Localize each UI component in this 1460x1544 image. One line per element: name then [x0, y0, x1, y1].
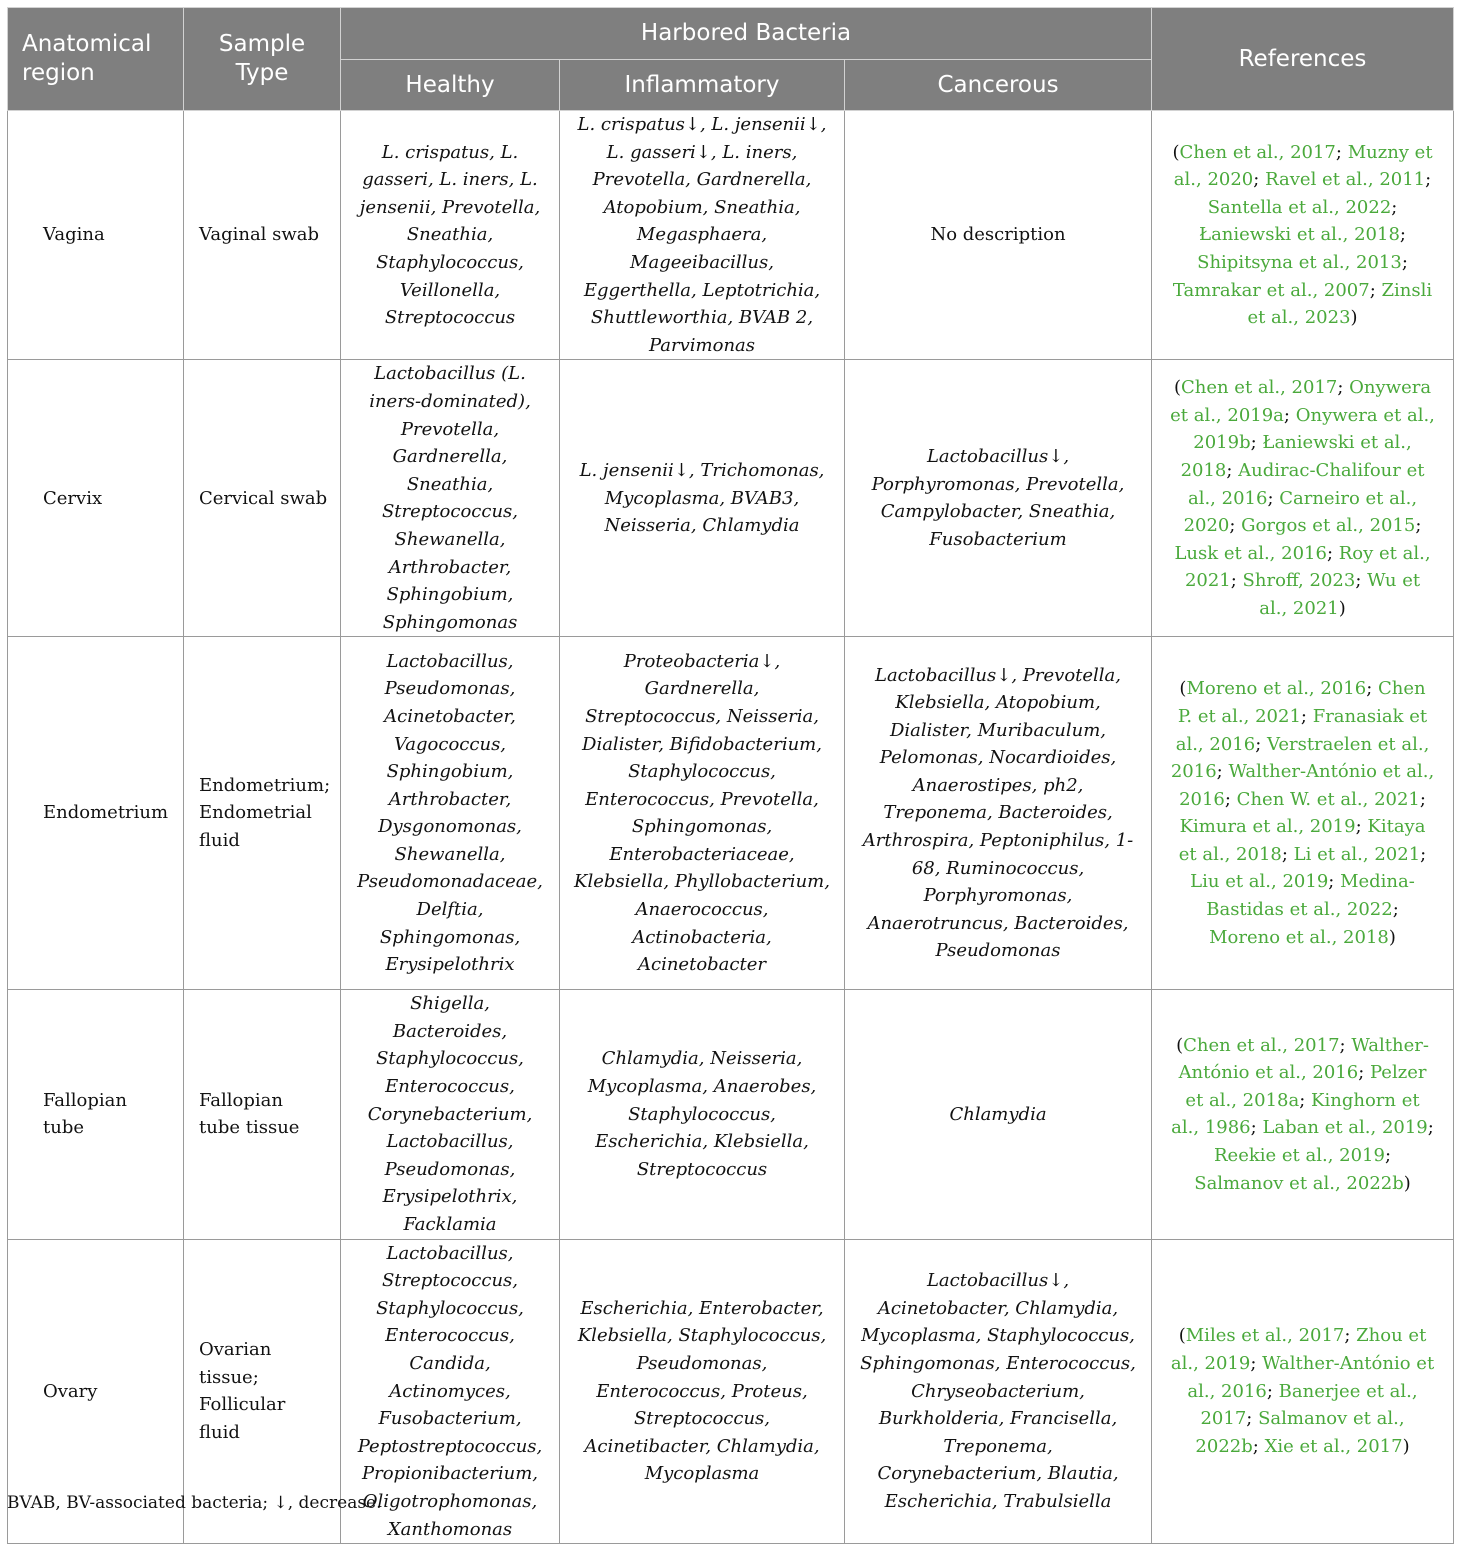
reference-link[interactable]: Chen et al., 2017 — [1183, 1034, 1340, 1056]
anatomical-region-cell: Endometrium — [8, 637, 184, 990]
header-cancerous: Cancerous — [845, 60, 1152, 111]
reference-link[interactable]: Onywera et al., 2019b — [1193, 404, 1435, 454]
reference-link[interactable]: Xie et al., 2017 — [1264, 1435, 1403, 1457]
reference-link[interactable]: Salmanov et al., 2022b — [1195, 1408, 1405, 1457]
anatomical-region-cell: Ovary — [8, 1239, 184, 1544]
header-sample-type: Sample Type — [184, 8, 341, 111]
reference-link[interactable]: Chen P. et al., 2021 — [1177, 678, 1426, 727]
cancerous-bacteria-cell: Chlamydia — [845, 990, 1152, 1239]
reference-link[interactable]: Moreno et al., 2016 — [1186, 678, 1367, 700]
inflammatory-bacteria-cell: Escherichia, Enterobacter, Klebsiella, Staphylococcus, Pseudomonas, Enterococcus, Proteus, Streptococcus, Acinetibacter, Chlamydia, Mycoplasma — [560, 1239, 845, 1544]
reference-link[interactable]: Onywera et al., 2019a — [1170, 377, 1432, 426]
inflammatory-bacteria-cell: L. jensenii↓, Trichomonas, Mycoplasma, BVAB3, Neisseria, Chlamydia — [560, 360, 845, 637]
reference-link[interactable]: Shipitsyna et al., 2013 — [1197, 251, 1402, 273]
reference-link[interactable]: Chen W. et al., 2021 — [1236, 788, 1420, 810]
inflammatory-bacteria-cell: L. crispatus↓, L. jensenii↓, L. gasseri↓, L. iners, Prevotella, Gardnerella, Atopobium, Sneathia, Megasphaera, Mageeibacillus, Eggerthella, Leptotrichia, Shuttleworthia, BVAB 2, Parvimonas — [560, 111, 845, 360]
sample-type-cell: Ovarian tissue; Follicular fluid — [184, 1239, 341, 1544]
reference-link[interactable]: Salmanov et al., 2022b — [1194, 1172, 1404, 1194]
reference-link[interactable]: Carneiro et al., 2020 — [1183, 487, 1418, 537]
reference-link[interactable]: Walther-António et al., 2016 — [1179, 761, 1435, 810]
cancerous-bacteria-cell: No description — [845, 111, 1152, 360]
sample-type-cell: Cervical swab — [184, 360, 341, 637]
healthy-bacteria-cell: Lactobacillus, Streptococcus, Staphylococcus, Enterococcus, Candida, Actinomyces, Fusobacterium, Peptostreptococcus, Propionibacterium, Oligotrophomonas, Xanthomonas — [341, 1239, 560, 1544]
reference-link[interactable]: Roy et al., 2021 — [1184, 542, 1431, 592]
cancerous-bacteria-cell: Lactobacillus↓, Acinetobacter, Chlamydia, Mycoplasma, Staphylococcus, Sphingomonas, Enterococcus, Chryseobacterium, Burkholderia, Francisella, Treponema, Corynebacterium, Blautia, Escherichia, Trabulsiella — [845, 1239, 1152, 1544]
references-cell: (Chen et al., 2017; Onywera et al., 2019a; Onywera et al., 2019b; Łaniewski et al., 2018; Audirac-Chalifour et al., 2016; Carneiro et al., 2020; Gorgos et al., 2015; Lusk et al., 2016; Roy et al., 2021; Shroff, 2023; Wu et al., 2021) — [1152, 360, 1454, 637]
reference-link[interactable]: Łaniewski et al., 2018 — [1180, 432, 1412, 481]
reference-link[interactable]: Muzny et al., 2020 — [1173, 141, 1433, 191]
reference-link[interactable]: Reekie et al., 2019 — [1213, 1145, 1385, 1167]
reference-link[interactable]: Moreno et al., 2018 — [1209, 926, 1389, 948]
header-healthy: Healthy — [341, 60, 560, 111]
table-footnote: BVAB, BV-associated bacteria; ↓, decrease. — [7, 1493, 382, 1513]
healthy-bacteria-cell: Lactobacillus (L. iners-dominated), Prevotella, Gardnerella, Sneathia, Streptococcus, Shewanella, Arthrobacter, Sphingobium, Sphingomonas — [341, 360, 560, 637]
reference-link[interactable]: Laban et al., 2019 — [1262, 1117, 1428, 1139]
reference-link[interactable]: Ravel et al., 2011 — [1265, 169, 1426, 191]
table-row — [8, 990, 1454, 1239]
reference-link[interactable]: Zhou et al., 2019 — [1170, 1325, 1427, 1374]
reference-link[interactable]: Łaniewski et al., 2018 — [1199, 224, 1400, 246]
header-inflammatory: Inflammatory — [560, 60, 845, 111]
reference-link[interactable]: Medina-Bastidas et al., 2022 — [1206, 871, 1415, 921]
reference-link[interactable]: Chen et al., 2017 — [1180, 377, 1338, 399]
reference-link[interactable]: Banerjee et al., 2017 — [1200, 1380, 1418, 1430]
reference-link[interactable]: Liu et al., 2019 — [1190, 871, 1329, 893]
cancerous-bacteria-cell: Lactobacillus↓, Prevotella, Klebsiella, Atopobium, Dialister, Muribaculum, Pelomonas, Nocardioides, Anaerostipes, ph2, Treponema, Bacteroides, Arthrospira, Peptoniphilus, 1-68, Ruminococcus, Porphyromonas, Anaerotruncus, Bacteroides, Pseudomonas — [845, 637, 1152, 990]
references-cell: (Moreno et al., 2016; Chen P. et al., 2021; Franasiak et al., 2016; Verstraelen et al., 2016; Walther-António et al., 2016; Chen W. et al., 2021; Kimura et al., 2019; Kitaya et al., 2018; Li et al., 2021; Liu et al., 2019; Medina-Bastidas et al., 2022; Moreno et al., 2018) — [1152, 637, 1454, 990]
reference-link[interactable]: Kitaya et al., 2018 — [1178, 816, 1426, 865]
reference-link[interactable]: Audirac-Chalifour et al., 2016 — [1187, 459, 1425, 509]
reference-link[interactable]: Kinghorn et al., 1986 — [1171, 1089, 1420, 1139]
reference-link[interactable]: Zinsli et al., 2023 — [1247, 279, 1433, 329]
header-harbored-bacteria: Harbored Bacteria — [341, 8, 1152, 60]
references-cell: (Miles et al., 2017; Zhou et al., 2019; Walther-António et al., 2016; Banerjee et al., 2017; Salmanov et al., 2022b; Xie et al., 2017) — [1152, 1239, 1454, 1544]
sample-type-cell: Endometrium; Endometrial fluid — [184, 637, 341, 990]
inflammatory-bacteria-cell: Proteobacteria↓, Gardnerella, Streptococcus, Neisseria, Dialister, Bifidobacterium, Staphylococcus, Enterococcus, Prevotella, Sphingomonas, Enterobacteriaceae, Klebsiella, Phyllobacterium, Anaerococcus, Actinobacteria, Acinetobacter — [560, 637, 845, 990]
reference-link[interactable]: Miles et al., 2017 — [1185, 1325, 1345, 1347]
reference-link[interactable]: Chen et al., 2017 — [1179, 141, 1336, 163]
table-body — [8, 111, 1454, 1544]
reference-link[interactable]: Walther-António et al., 2016 — [1187, 1353, 1435, 1402]
inflammatory-bacteria-cell: Chlamydia, Neisseria, Mycoplasma, Anaerobes, Staphylococcus, Escherichia, Klebsiella, Streptococcus — [560, 990, 845, 1239]
references-cell: (Chen et al., 2017; Muzny et al., 2020; Ravel et al., 2011; Santella et al., 2022; Łaniewski et al., 2018; Shipitsyna et al., 2013; Tamrakar et al., 2007; Zinsli et al., 2023) — [1152, 111, 1454, 360]
table-row — [8, 360, 1454, 637]
reference-link[interactable]: Santella et al., 2022 — [1207, 196, 1392, 218]
reference-link[interactable]: Gorgos et al., 2015 — [1241, 515, 1416, 537]
reference-link[interactable]: Shroff, 2023 — [1242, 570, 1356, 592]
header-anatomical-region: Anatomical region — [8, 8, 184, 111]
table-row — [8, 111, 1454, 360]
sample-type-cell: Fallopian tube tissue — [184, 990, 341, 1239]
anatomical-region-cell: Cervix — [8, 360, 184, 637]
header-references: References — [1152, 8, 1454, 111]
anatomical-region-cell: Vagina — [8, 111, 184, 360]
reference-link[interactable]: Pelzer et al., 2018a — [1185, 1062, 1427, 1111]
references-cell: (Chen et al., 2017; Walther-António et al., 2016; Pelzer et al., 2018a; Kinghorn et al., 1986; Laban et al., 2019; Reekie et al., 2019; Salmanov et al., 2022b) — [1152, 990, 1454, 1239]
reference-link[interactable]: Lusk et al., 2016 — [1174, 542, 1327, 564]
healthy-bacteria-cell: Shigella, Bacteroides, Staphylococcus, Enterococcus, Corynebacterium, Lactobacillus, Pseudomonas, Erysipelothrix, Facklamia — [341, 990, 560, 1239]
cancerous-bacteria-cell: Lactobacillus↓, Porphyromonas, Prevotella, Campylobacter, Sneathia, Fusobacterium — [845, 360, 1152, 637]
reference-link[interactable]: Franasiak et al., 2016 — [1175, 705, 1428, 755]
reference-link[interactable]: Verstraelen et al., 2016 — [1170, 733, 1430, 783]
reference-link[interactable]: Walther-António et al., 2016 — [1178, 1034, 1429, 1084]
reference-link[interactable]: Wu et al., 2021 — [1259, 570, 1421, 619]
bacteria-table — [7, 7, 1454, 1544]
reference-link[interactable]: Kimura et al., 2019 — [1179, 816, 1356, 838]
healthy-bacteria-cell: L. crispatus, L. gasseri, L. iners, L. jensenii, Prevotella, Sneathia, Staphylococcus, Veillonella, Streptococcus — [341, 111, 560, 360]
sample-type-cell: Vaginal swab — [184, 111, 341, 360]
table-container — [7, 7, 1453, 1544]
reference-link[interactable]: Li et al., 2021 — [1293, 843, 1421, 865]
anatomical-region-cell: Fallopian tube — [8, 990, 184, 1239]
healthy-bacteria-cell: Lactobacillus, Pseudomonas, Acinetobacter, Vagococcus, Sphingobium, Arthrobacter, Dysgonomonas, Shewanella, Pseudomonadaceae, Delftia, Sphingomonas, Erysipelothrix — [341, 637, 560, 990]
reference-link[interactable]: Tamrakar et al., 2007 — [1172, 279, 1370, 301]
table-row — [8, 637, 1454, 990]
